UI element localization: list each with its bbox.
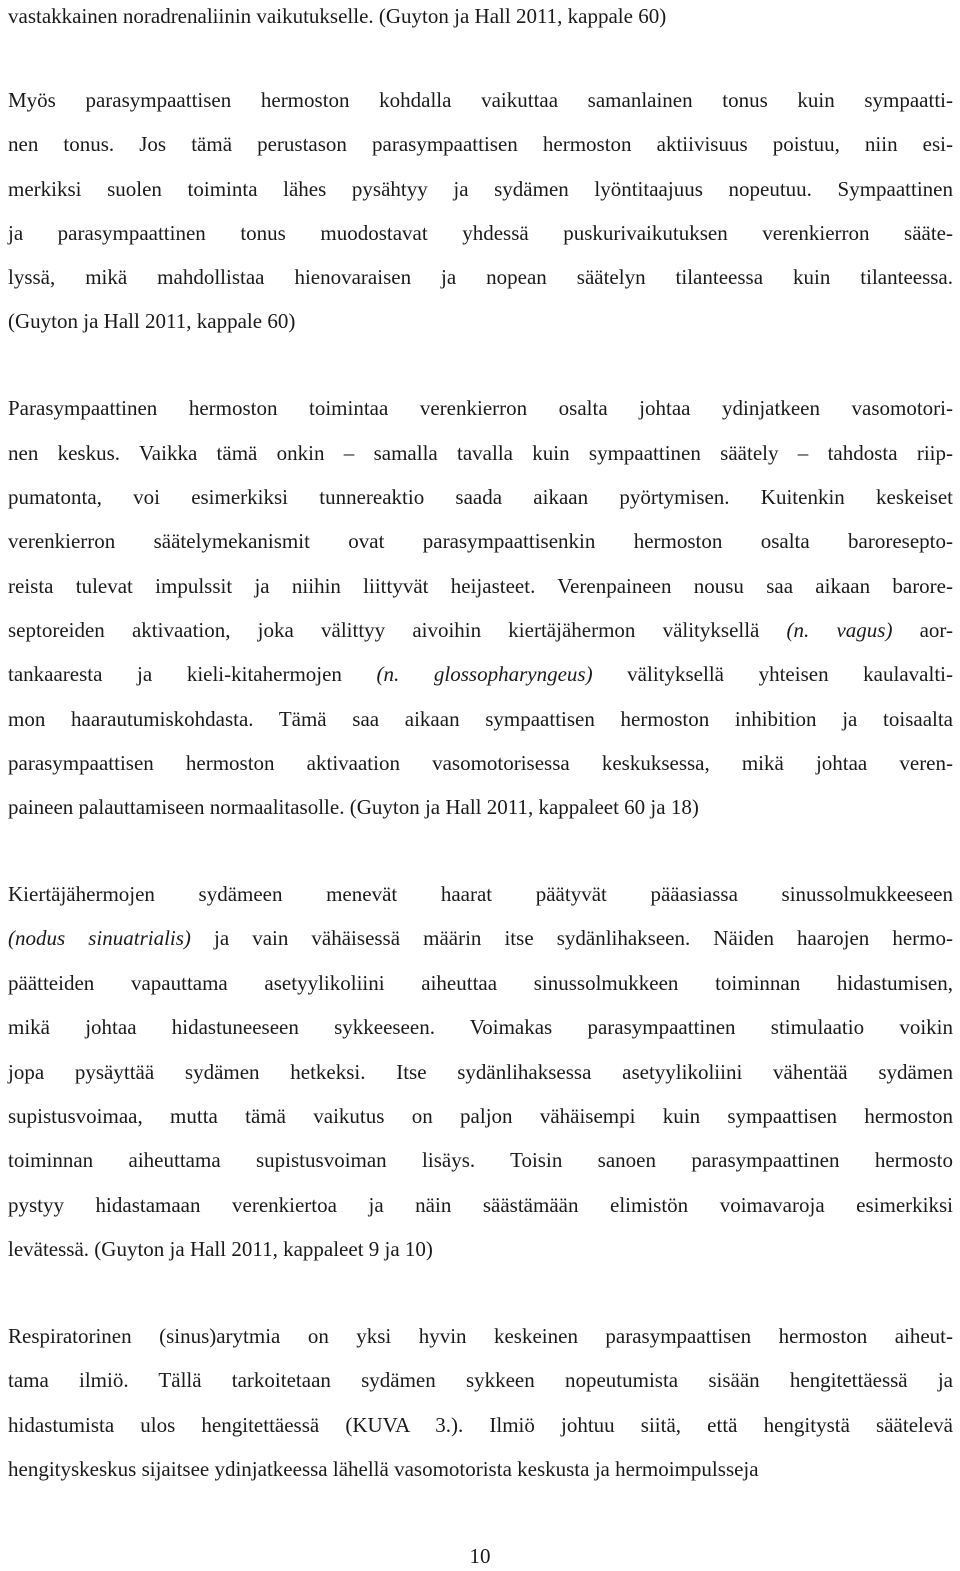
text-run: pystyy hidastamaan verenkiertoa ja näin säästämään elimistön voimavaroja esimerkiksi	[8, 1193, 953, 1217]
text-run: mikä johtaa hidastuneeseen sykkeeseen. Voimakas parasympaattinen stimulaatio voikin	[8, 1015, 953, 1039]
text-run: vastakkainen noradrenaliinin vaikutukselle. (Guyton ja Hall 2011, kappale 60)	[8, 4, 667, 28]
italic-term: (nodus sinuatrialis)	[8, 926, 191, 950]
text-run: nen keskus. Vaikka tämä onkin – samalla tavalla kuin sympaattinen säätely – tahdosta riip-	[8, 441, 953, 465]
text-line	[8, 131, 953, 157]
page-number: 10	[469, 1544, 491, 1568]
text-run: jopa pysäyttää sydämen hetkeksi. Itse sydänlihaksessa asetyylikoliini vähentää sydämen	[8, 1060, 953, 1084]
italic-term: (n. glossopharyngeus)	[376, 662, 593, 686]
text-line	[8, 881, 953, 907]
text-line	[8, 1367, 953, 1393]
text-line	[8, 794, 953, 820]
text-run: tankaaresta ja kieli-kitahermojen	[8, 662, 377, 686]
text-run: lyssä, mikä mahdollistaa hienovaraisen ja nopean säätelyn tilanteessa kuin tilanteessa.	[8, 265, 953, 289]
text-run: paineen palauttamiseen normaalitasolle. (Guyton ja Hall 2011, kappaleet 60 ja 18)	[8, 795, 699, 819]
text-run: nen tonus. Jos tämä perustason parasympaattisen hermoston aktiivisuus poistuu, niin esi-	[8, 132, 953, 156]
text-line	[8, 1147, 953, 1173]
text-line	[8, 1323, 953, 1349]
text-run: tama ilmiö. Tällä tarkoitetaan sydämen sykkeen nopeutumista sisään hengitettäessä ja	[8, 1368, 953, 1392]
text-line	[8, 750, 953, 776]
text-run: supistusvoimaa, mutta tämä vaikutus on paljon vähäisempi kuin sympaattisen hermoston	[8, 1104, 953, 1128]
text-line	[8, 573, 953, 599]
text-line	[8, 661, 953, 687]
text-line	[8, 970, 953, 996]
text-line	[8, 925, 953, 951]
text-line	[8, 1236, 953, 1262]
text-run: (Guyton ja Hall 2011, kappale 60)	[8, 309, 296, 333]
text-line	[8, 1103, 953, 1129]
text-line	[8, 484, 953, 510]
text-line	[8, 1412, 953, 1438]
text-line	[8, 1059, 953, 1085]
text-line	[8, 264, 953, 290]
text-line	[8, 1192, 953, 1218]
text-line	[8, 1014, 953, 1040]
text-line	[8, 528, 953, 554]
text-run: ja parasympaattinen tonus muodostavat yhdessä puskurivaikutuksen verenkierron sääte-	[8, 221, 953, 245]
text-line	[8, 308, 953, 334]
text-run: pumatonta, voi esimerkiksi tunnereaktio saada aikaan pyörtymisen. Kuitenkin keskeiset	[8, 485, 953, 509]
text-run: reista tulevat impulssit ja niihin liittyvät heijasteet. Verenpaineen nousu saa aikaan barore-	[8, 574, 953, 598]
text-line	[8, 176, 953, 202]
text-line	[8, 395, 953, 421]
text-run: parasympaattisen hermoston aktivaation vasomotorisessa keskuksessa, mikä johtaa veren-	[8, 751, 953, 775]
text-line	[8, 3, 953, 29]
text-run: hengityskeskus sijaitsee ydinjatkeessa lähellä vasomotorista keskusta ja hermoimpulsseja	[8, 1457, 759, 1481]
text-run: välityksellä yhteisen kaulavalti-	[592, 662, 953, 686]
text-run: aor-	[892, 618, 954, 642]
text-run: toiminnan aiheuttama supistusvoiman lisäys. Toisin sanoen parasympaattinen hermosto	[8, 1148, 953, 1172]
text-line	[8, 87, 953, 113]
text-run: hidastumista ulos hengitettäessä (KUVA 3.). Ilmiö johtuu siitä, että hengitystä säätelevä	[8, 1413, 953, 1437]
text-line	[8, 1456, 953, 1482]
text-run: levätessä. (Guyton ja Hall 2011, kappaleet 9 ja 10)	[8, 1237, 433, 1261]
text-run: Kiertäjähermojen sydämeen menevät haarat päätyvät pääasiassa sinussolmukkeeseen	[8, 882, 953, 906]
text-line	[8, 617, 953, 643]
text-run: Myös parasympaattisen hermoston kohdalla vaikuttaa samanlainen tonus kuin sympaatti-	[8, 88, 953, 112]
text-run: merkiksi suolen toiminta lähes pysähtyy ja sydämen lyöntitaajuus nopeutuu. Sympaattinen	[8, 177, 953, 201]
text-run: ja vain vähäisessä määrin itse sydänlihakseen. Näiden haarojen hermo-	[190, 926, 954, 950]
text-line	[8, 220, 953, 246]
text-run: mon haarautumiskohdasta. Tämä saa aikaan sympaattisen hermoston inhibition ja toisaalta	[8, 707, 953, 731]
text-run: Parasympaattinen hermoston toimintaa verenkierron osalta johtaa ydinjatkeen vasomotori-	[8, 396, 953, 420]
text-run: Respiratorinen (sinus)arytmia on yksi hyvin keskeinen parasympaattisen hermoston aiheut-	[8, 1324, 953, 1348]
text-line	[8, 706, 953, 732]
text-run: septoreiden aktivaation, joka välittyy aivoihin kiertäjähermon välityksellä	[8, 618, 787, 642]
text-run: päätteiden vapauttama asetyylikoliini aiheuttaa sinussolmukkeen toiminnan hidastumisen,	[8, 971, 953, 995]
italic-term: (n. vagus)	[786, 618, 893, 642]
text-line	[8, 440, 953, 466]
text-run: verenkierron säätelymekanismit ovat parasympaattisenkin hermoston osalta baroreseptо-	[8, 529, 953, 553]
